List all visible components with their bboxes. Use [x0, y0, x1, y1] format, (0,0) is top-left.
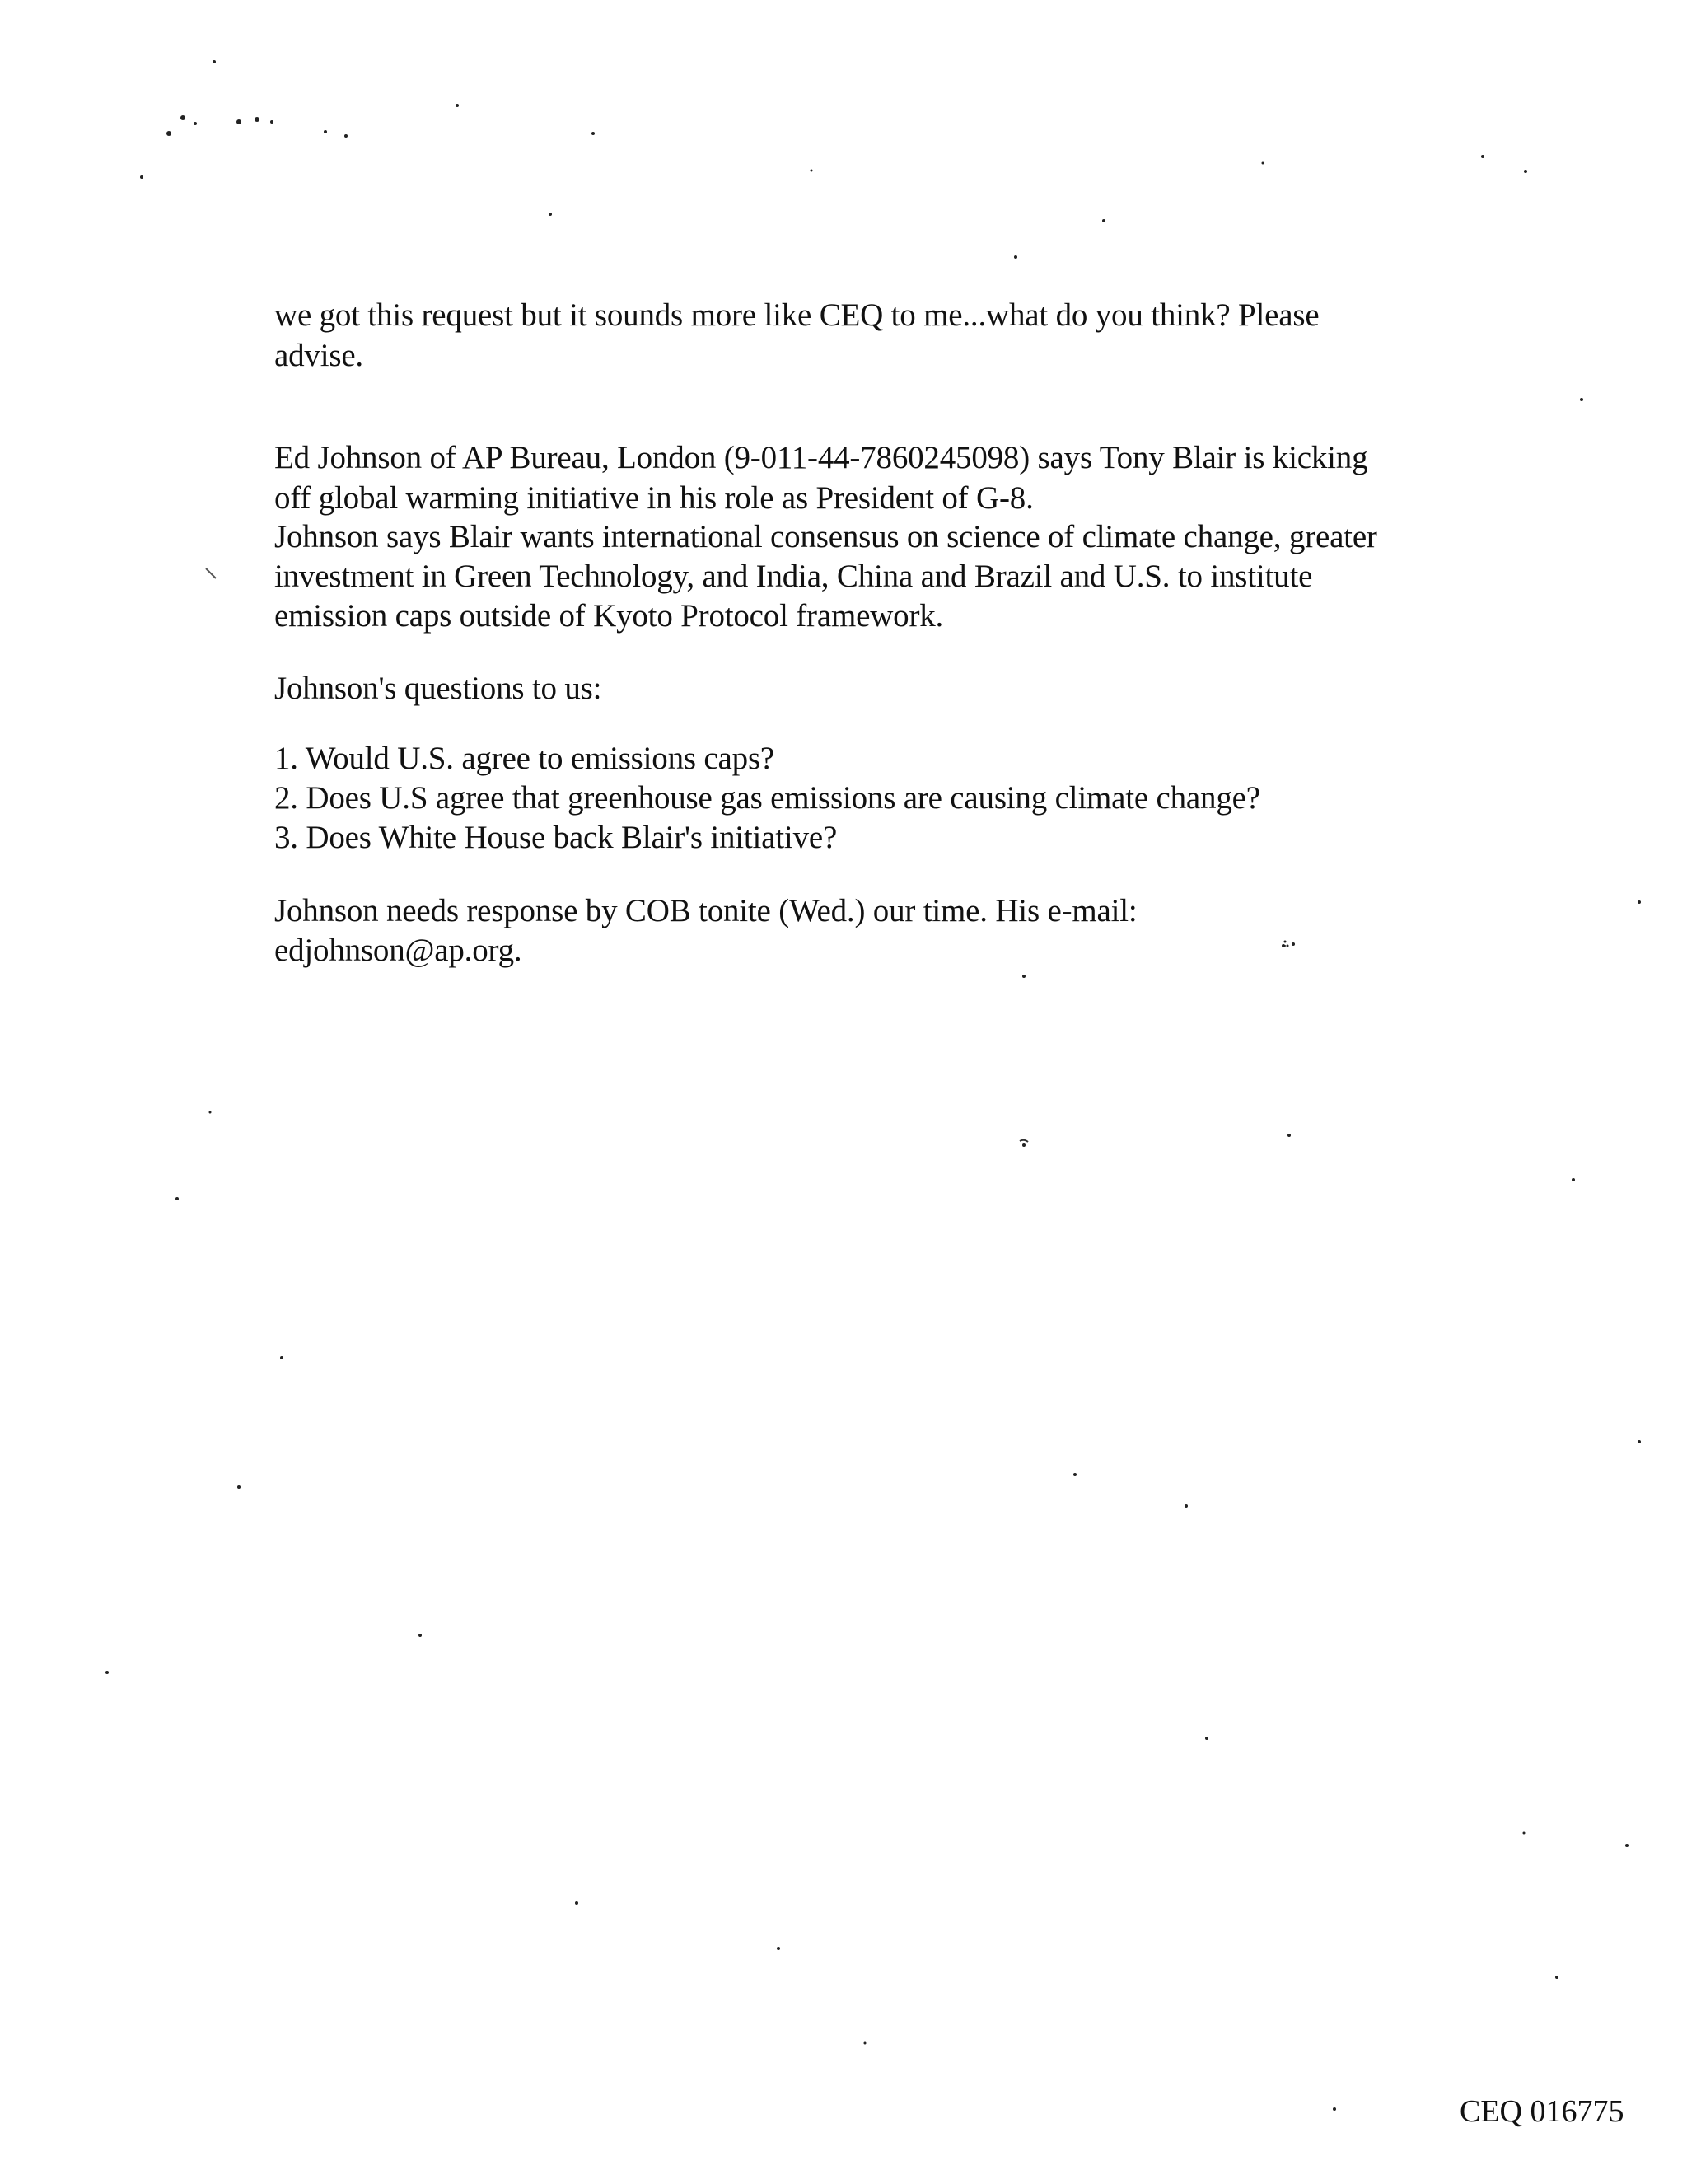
question-item: 3. Does White House back Blair's initiative? [274, 820, 838, 855]
intro-line-2: advise. [274, 338, 363, 373]
body-line-3: Johnson says Blair wants international consensus on science of climate change, greater [274, 519, 1377, 554]
body-line-5: emission caps outside of Kyoto Protocol framework. [274, 598, 944, 634]
document-id: CEQ 016775 [1460, 2094, 1624, 2129]
body-line-1: Ed Johnson of AP Bureau, London (9-011-44-7860245098) says Tony Blair is kicking [274, 440, 1368, 475]
questions-heading: Johnson's questions to us: [274, 671, 602, 706]
question-item: 2. Does U.S agree that greenhouse gas emissions are causing climate change? [274, 780, 1260, 816]
closing-line-2: edjohnson@ap.org. [274, 933, 522, 968]
body-line-2: off global warming initiative in his role as President of G-8. [274, 480, 1034, 516]
body-line-4: investment in Green Technology, and India, China and Brazil and U.S. to institute [274, 559, 1313, 594]
intro-line-1: we got this request but it sounds more like CEQ to me...what do you think? Please [274, 297, 1320, 333]
closing-line-1: Johnson needs response by COB tonite (Wed.) our time. His e-mail: [274, 893, 1138, 928]
question-item: 1. Would U.S. agree to emissions caps? [274, 741, 775, 776]
